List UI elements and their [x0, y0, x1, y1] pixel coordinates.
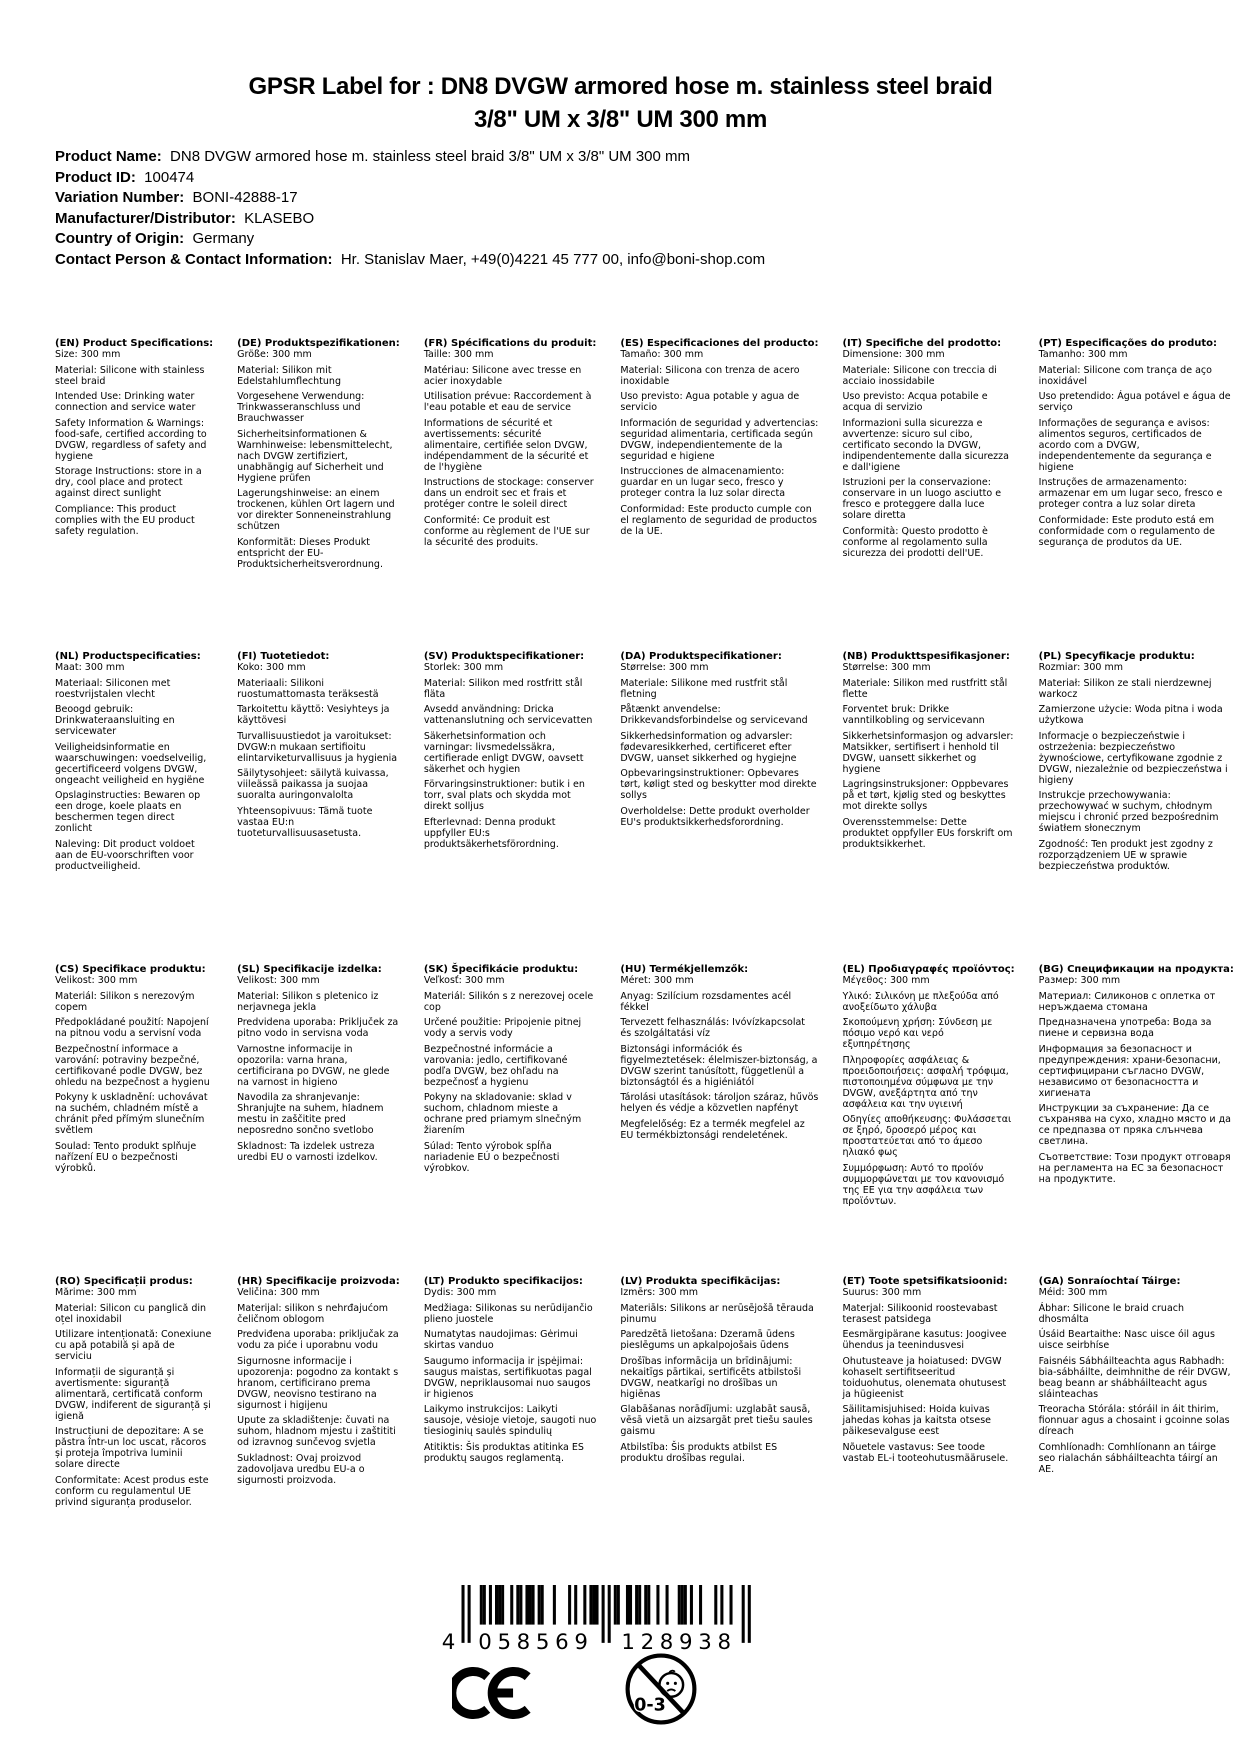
- lang-paragraph: Materijal: silikon s nehrđajućom čeličnom oblogom: [237, 1302, 389, 1325]
- age-warning-0-3-icon: [624, 1652, 698, 1726]
- lang-paragraph: Saugumo informacija ir įspėjimai: saugus maistas, sertifikuotas pagal DVGW, nepriklausomai nuo saugos ir higienos: [423, 1355, 592, 1400]
- lang-paragraph: Πληροφορίες ασφάλειας & προειδοποιήσεις: ασφαλή τρόφιμα, πιστοποιημένα σύμφωνα με την DVGW, ανεξάρτητα από την ασφάλεια και την υγιεινή: [842, 1054, 1009, 1110]
- lang-heading: (SK) Špecifikácie produktu:: [424, 964, 597, 975]
- lang-cell-nl: [55, 651, 223, 964]
- lang-heading: (NB) Produkttspesifikasjoner:: [842, 651, 1014, 662]
- lang-paragraph: Efterlevnad: Denna produkt uppfyller EU:s produktsäkerhetsförordning.: [423, 816, 559, 850]
- lang-paragraph: Overholdelse: Dette produkt overholder EU's produktsikkerhedsforordning.: [620, 805, 810, 828]
- lang-paragraph: Anyag: Szilícium rozsdamentes acél fékkel: [620, 990, 792, 1013]
- lang-size-line: Veličina: 300 mm: [237, 1287, 320, 1298]
- lang-paragraph: Skladnost: Ta izdelek ustreza uredbi EU o varnosti izdelkov.: [237, 1140, 378, 1163]
- lang-heading: (FI) Tuotetiedot:: [237, 651, 400, 662]
- product-info-label: Contact Person & Contact Information:: [55, 250, 333, 268]
- lang-paragraph: Medžiaga: Silikonas su nerūdijančio plieno juostele: [423, 1302, 593, 1325]
- product-info-line: [55, 147, 1211, 168]
- lang-paragraph: Conformidad: Este producto cumple con el reglamento de seguridad de productos de la UE.: [620, 503, 817, 537]
- lang-paragraph: Laikymo instrukcijos: Laikyti sausoje, vėsioje vietoje, saugoti nuo tiesioginių saulės spindulių: [423, 1404, 597, 1437]
- lang-paragraph: Megfelelőség: Ez a termék megfelel az EU termékbiztonsági rendeletének.: [620, 1118, 805, 1141]
- lang-cell-ga: [1039, 1276, 1241, 1508]
- lang-size-line: Méret: 300 mm: [620, 975, 694, 986]
- lang-paragraph: Bezpečnostné informácie a varovania: jedlo, certifikované podľa DVGW, bez ohľadu na bezpečnosť a hygienu: [423, 1043, 568, 1088]
- lang-heading: (BG) Спецификации на продукта:: [1038, 964, 1234, 975]
- product-info-value: BONI-42888-17: [184, 189, 298, 207]
- lang-cell-sv: [424, 651, 607, 964]
- lang-paragraph: Информация за безопасност и предупреждения: храни-безопасни, сертифицирани съгласно DVGW, независимо от безопасността и хигиената: [1038, 1043, 1221, 1099]
- lang-paragraph: Material: Silikon s pletenico iz nerjavnega jekla: [237, 990, 379, 1013]
- lang-paragraph: Materiale: Silikone med rustfrit stål fletning: [620, 677, 788, 700]
- lang-size-line: Rozmiar: 300 mm: [1038, 662, 1123, 673]
- lang-paragraph: Υλικό: Σιλικόνη με πλεξούδα από ανοξείδωτο χάλυβα: [842, 990, 999, 1013]
- lang-paragraph: Tárolási utasítások: tároljon száraz, hűvös helyen és védje a közvetlen napfényt: [620, 1092, 819, 1114]
- lang-cell-pl: [1039, 651, 1241, 964]
- lang-heading: (DA) Produktspecifikationer:: [620, 651, 818, 662]
- lang-paragraph: Beoogd gebruik: Drinkwateraansluiting en servicewater: [55, 704, 175, 737]
- lang-paragraph: Overensstemmelse: Dette produktet oppfyller EUs forskrift om produktsikkerhet.: [842, 816, 1013, 850]
- lang-size-line: Méid: 300 mm: [1038, 1287, 1108, 1298]
- lang-paragraph: Σκοπούμενη χρήση: Σύνδεση με πόσιμο νερό και νερό εξυπηρέτησης: [842, 1017, 993, 1050]
- ce-mark: [452, 1662, 538, 1724]
- lang-paragraph: Atitiktis: Šis produktas atitinka ES produktų saugos reglamentą.: [423, 1441, 584, 1464]
- lang-heading: (NL) Productspecificaties:: [55, 651, 213, 662]
- lang-paragraph: Forventet bruk: Drikke vanntilkobling og servicevann: [842, 704, 985, 726]
- page-title: [0, 70, 1241, 136]
- lang-paragraph: Avsedd användning: Dricka vattenanslutning och servicevatten: [423, 704, 593, 726]
- age-warning-label: 0-3: [634, 1695, 666, 1716]
- lang-cell-hr: [237, 1276, 410, 1508]
- lang-paragraph: Lagringsinstruksjoner: Oppbevares på et tørt, kjølig sted og beskyttes mot direkte sollys: [842, 779, 1009, 812]
- lang-paragraph: Informações de segurança e avisos: alimentos seguros, certificados de acordo com a DVGW, independentemente da segurança e higiene: [1038, 417, 1212, 473]
- lang-paragraph: Materiale: Silicone con treccia di acciaio inossidabile: [842, 364, 997, 387]
- lang-paragraph: Navodila za shranjevanje: Shranjujte na suhem, hladnem mestu in zaščitite pred neposredno sončno svetlobo: [237, 1092, 384, 1136]
- lang-size-line: Dimensione: 300 mm: [842, 349, 945, 360]
- title-line-1: GPSR Label for : DN8 DVGW armored hose m. stainless steel braid: [248, 73, 993, 100]
- lang-cell-da: [620, 651, 828, 964]
- product-info-line: [55, 250, 1211, 271]
- product-info-value: KLASEBO: [235, 209, 315, 227]
- lang-heading: (EL) Προδιαγραφές προϊόντος:: [842, 964, 1015, 975]
- lang-paragraph: Pokyny k uskladnění: uchovávat na suchém, chladném místě a chránit před přímým slunečním světlem: [55, 1092, 208, 1136]
- lang-paragraph: Predviđena uporaba: priključak za vodu za piće i uporabnu vodu: [237, 1329, 399, 1351]
- lang-heading: (LT) Produkto specifikacijos:: [424, 1276, 597, 1287]
- product-info-value: Hr. Stanislav Maer, +49(0)4221 45 777 00, info@boni-shop.com: [332, 250, 766, 268]
- lang-paragraph: Bezpečnostní informace a varování: potraviny bezpečné, certifikované podle DVGW, bez ohledu na bezpečnost a hygienu: [55, 1043, 210, 1088]
- lang-paragraph: Materiaali: Silikoni ruostumattomasta teräksestä: [237, 677, 379, 700]
- lang-cell-es: [620, 338, 828, 651]
- lang-cell-fr: [424, 338, 607, 651]
- lang-paragraph: Drošības informācija un brīdinājumi: nekaitīgs pārtikai, sertificēts atbilstoši DVGW, neatkarīgi no drošības un higiēnas: [620, 1355, 802, 1400]
- lang-cell-bg: [1039, 964, 1241, 1276]
- lang-paragraph: Glabāšanas norādījumi: uzglabāt sausā, vēsā vietā un aizsargāt pret tiešu saules gaismu: [620, 1404, 813, 1437]
- lang-paragraph: Tarkoitettu käyttö: Vesiyhteys ja käyttövesi: [237, 704, 390, 726]
- product-info-value: 100474: [135, 168, 195, 186]
- lang-paragraph: Safety Information & Warnings: food-safe, certified according to DVGW, regardless of safety and hygiene: [55, 417, 207, 462]
- ean13-barcode: [440, 1585, 751, 1652]
- title-line-2: 3/8" UM x 3/8" UM 300 mm: [473, 106, 767, 133]
- lang-size-line: Größe: 300 mm: [237, 349, 312, 360]
- lang-paragraph: Συμμόρφωση: Αυτό το προϊόν συμμορφώνεται με τον κανονισμό της ΕΕ για την ασφάλεια των προϊόντων.: [842, 1162, 1005, 1207]
- lang-paragraph: Instrukcje przechowywania: przechowywać w suchym, chłodnym miejscu i chronić przed bezpośrednim światłem słonecznym: [1038, 790, 1219, 834]
- lang-size-line: Tamanho: 300 mm: [1038, 349, 1128, 360]
- lang-paragraph: Material: Silicona con trenza de acero inoxidable: [620, 364, 800, 387]
- lang-paragraph: Lagerungshinweise: an einem trockenen, kühlen Ort lagern und vor direkter Sonneneinstrahlung schützen: [237, 488, 395, 532]
- lang-paragraph: Materiale: Silikon med rustfritt stål flette: [842, 677, 1008, 700]
- language-specifications-grid: [55, 338, 1234, 1508]
- lang-size-line: Koko: 300 mm: [237, 662, 306, 673]
- lang-paragraph: Säilitamisjuhised: Hoida kuivas jahedas kohas ja kaitsta otsese päikesevalguse eest: [842, 1404, 992, 1437]
- lang-size-line: Storlek: 300 mm: [423, 662, 504, 673]
- lang-heading: (ES) Especificaciones del producto:: [620, 338, 819, 349]
- lang-paragraph: Zamierzone użycie: Woda pitna i woda użytkowa: [1038, 704, 1223, 726]
- lang-paragraph: Pokyny na skladovanie: sklad v suchom, chladnom mieste a ochrane pred priamym slnečným žiarením: [423, 1092, 582, 1136]
- lang-paragraph: Material: Silicon cu panglică din oțel inoxidabil: [55, 1302, 207, 1325]
- lang-paragraph: Materiał: Silikon ze stali nierdzewnej warkocz: [1038, 677, 1212, 700]
- lang-paragraph: Turvallisuustiedot ja varoitukset: DVGW:n mukaan sertifioitu elintarviketurvallisuus ja hygienia: [237, 730, 398, 764]
- lang-size-line: Veľkosť: 300 mm: [423, 975, 505, 986]
- lang-heading: (LV) Produkta specifikācijas:: [620, 1276, 818, 1287]
- lang-paragraph: Materjal: Silikoonid roostevabast terasest patsidega: [842, 1302, 998, 1325]
- lang-size-line: Suurus: 300 mm: [842, 1287, 922, 1298]
- lang-paragraph: Upute za skladištenje: čuvati na suhom, hladnom mjestu i zaštititi od izravnog sunčevog svjetla: [237, 1415, 396, 1448]
- lang-cell-de: [237, 338, 410, 651]
- lang-size-line: Størrelse: 300 mm: [842, 662, 931, 673]
- lang-paragraph: Sicherheitsinformationen & Warnhinweise: lebensmittelecht, nach DVGW zertifiziert, unabhängig auf Sicherheit und Hygiene prüfen: [237, 428, 393, 484]
- lang-cell-et: [842, 1276, 1024, 1508]
- lang-paragraph: Soulad: Tento produkt splňuje nařízení EU o bezpečnosti výrobků.: [55, 1140, 197, 1174]
- lang-paragraph: Sigurnosne informacije i upozorenja: pogodno za kontakt s hranom, certificirano prema DVGW, neovisno testirano na sigurnost i higijenu: [237, 1355, 399, 1411]
- lang-size-line: Velikost: 300 mm: [237, 975, 320, 986]
- lang-heading: (SL) Specifikacije izdelka:: [237, 964, 400, 975]
- lang-paragraph: Инструкции за съхранение: Да се съхранява на сухо, хладно място и да се предпазва от пряка слънчева светлина.: [1038, 1103, 1231, 1147]
- lang-paragraph: Sukladnost: Ovaj proizvod zadovoljava uredbu EU-a o sigurnosti proizvoda.: [237, 1452, 365, 1486]
- lang-paragraph: Uso previsto: Agua potable y agua de servicio: [620, 391, 800, 413]
- lang-paragraph: Vorgesehene Verwendung: Trinkwasseranschluss und Brauchwasser: [237, 391, 365, 424]
- lang-paragraph: Conformidade: Este produto está em conformidade com o regulamento de segurança de produtos da UE.: [1038, 514, 1215, 548]
- lang-heading: (DE) Produktspezifikationen:: [237, 338, 400, 349]
- lang-cell-el: [842, 964, 1024, 1276]
- lang-paragraph: Utilizare intenționată: Conexiune cu apă potabilă și apă de serviciu: [55, 1329, 212, 1362]
- lang-heading: (RO) Specificații produs:: [55, 1276, 213, 1287]
- lang-paragraph: Eesmärgipärane kasutus: Joogivee ühendus ja teenindusvesi: [842, 1329, 1007, 1351]
- lang-size-line: Størrelse: 300 mm: [620, 662, 709, 673]
- lang-heading: (GA) Sonraíochtaí Táirge:: [1039, 1276, 1234, 1287]
- lang-cell-cs: [55, 964, 223, 1276]
- lang-paragraph: Información de seguridad y advertencias: seguridad alimentaria, certificada según DVGW, independientemente de la seguridad e higiene: [620, 417, 819, 462]
- lang-cell-nb: [842, 651, 1024, 964]
- lang-size-line: Velikost: 300 mm: [55, 975, 138, 986]
- lang-heading: (IT) Specifiche del prodotto:: [842, 338, 1014, 349]
- lang-paragraph: Sikkerhedsinformation og advarsler: fødevaresikkerhed, certificeret efter DVGW, uanset sikkerhed og hygiejne: [620, 730, 797, 764]
- lang-paragraph: Predvidena uporaba: Priključek za pitno vodo in servisna voda: [237, 1017, 399, 1039]
- lang-paragraph: Οδηγίες αποθήκευσης: Φυλάσσεται σε ξηρό, δροσερό μέρος και προστατεύεται από το άμεσο ηλιακό φως: [842, 1114, 1012, 1158]
- lang-paragraph: Material: Silikon mit Edelstahlumflechtung: [237, 364, 341, 387]
- barcode-right-digits: 128938: [621, 1629, 732, 1652]
- lang-cell-sl: [237, 964, 410, 1276]
- lang-heading: (CS) Specifikace produktu:: [55, 964, 213, 975]
- lang-paragraph: Naleving: Dit product voldoet aan de EU-voorschriften voor productveiligheid.: [55, 838, 195, 872]
- product-info-label: Product Name:: [55, 148, 162, 165]
- lang-paragraph: Materiál: Silikon s nerezovým copem: [55, 990, 195, 1013]
- product-info-label: Manufacturer/Distributor:: [55, 209, 236, 227]
- lang-paragraph: Opbevaringsinstruktioner: Opbevares tørt, køligt sted og beskytter mod direkte sollys: [620, 768, 817, 801]
- lang-heading: (HU) Termékjellemzők:: [620, 964, 818, 975]
- product-info-line: [55, 209, 1211, 230]
- lang-paragraph: Material: Silikon med rostfritt stål fläta: [423, 677, 583, 700]
- lang-size-line: Μέγεθος: 300 mm: [842, 975, 930, 986]
- lang-paragraph: Zgodność: Ten produkt jest zgodny z rozporządzeniem UE w sprawie bezpieczeństwa produktów.: [1038, 838, 1213, 872]
- lang-paragraph: Konformität: Dieses Produkt entspricht der EU-Produktsicherheitsverordnung.: [237, 536, 383, 570]
- lang-paragraph: Съответствие: Този продукт отговаря на регламента на ЕС за безопасност на продуктите.: [1038, 1151, 1231, 1185]
- lang-heading: (PL) Specyfikacje produktu:: [1039, 651, 1234, 662]
- lang-cell-sk: [424, 964, 607, 1276]
- lang-paragraph: Conformitate: Acest produs este conform cu regulamentul UE privind siguranța produselor.: [55, 1474, 209, 1508]
- lang-paragraph: Uso pretendido: Água potável e água de serviço: [1038, 391, 1231, 413]
- lang-paragraph: Numatytas naudojimas: Gėrimui skirtas vanduo: [423, 1329, 578, 1351]
- lang-size-line: Taille: 300 mm: [423, 349, 494, 360]
- lang-paragraph: Instructions de stockage: conserver dans un endroit sec et frais et protéger contre le soleil direct: [423, 477, 594, 510]
- lang-paragraph: Ohutusteave ja hoiatused: DVGW kohaselt sertifitseeritud toiduohutus, olenemata ohutusest ja hügieenist: [842, 1355, 1007, 1400]
- lang-paragraph: Treoracha Stórála: stóráil in áit thirim, fionnuar agus a chosaint i gcoinne solas díreach: [1038, 1404, 1230, 1437]
- lang-cell-it: [842, 338, 1024, 651]
- lang-paragraph: Tervezett felhasználás: Ivóvízkapcsolat és szolgáltatási víz: [620, 1017, 806, 1039]
- product-info-value: Germany: [184, 230, 255, 248]
- lang-heading: (SV) Produktspecifikationer:: [424, 651, 597, 662]
- lang-paragraph: Conformità: Questo prodotto è conforme al regolamento sulla sicurezza dei prodotti dell'UE.: [842, 525, 988, 559]
- lang-paragraph: Материал: Силиконов с оплетка от неръждаема стомана: [1038, 990, 1216, 1013]
- lang-heading: (EN) Product Specifications:: [55, 338, 214, 349]
- lang-paragraph: Yhteensopivuus: Tämä tuote vastaa EU:n tuoteturvallisuusasetusta.: [237, 805, 373, 839]
- lang-cell-ro: [55, 1276, 223, 1508]
- lang-paragraph: Materiāls: Silikons ar nerūsējošā tērauda pinumu: [620, 1302, 814, 1325]
- lang-paragraph: Påtænkt anvendelse: Drikkevandsforbindelse og servicevand: [620, 704, 808, 726]
- lang-cell-lt: [424, 1276, 607, 1508]
- lang-heading: (PT) Especificações do produto:: [1039, 338, 1234, 349]
- product-info-value: DN8 DVGW armored hose m. stainless steel braid 3/8" UM x 3/8" UM 300 mm: [161, 148, 691, 165]
- lang-paragraph: Súlad: Tento výrobok spĺňa nariadenie EÚ o bezpečnosti výrobkov.: [423, 1140, 560, 1174]
- lang-paragraph: Säkerhetsinformation och varningar: livsmedelssäkra, certifierade enligt DVGW, oavsett säkerhet och hygien: [423, 730, 584, 775]
- lang-size-line: Izmērs: 300 mm: [620, 1287, 699, 1298]
- product-info-line: [55, 229, 1211, 250]
- lang-paragraph: Comhlíonadh: Comhlíonann an táirge seo rialachán sábháilteachta táirgí an AE.: [1038, 1441, 1218, 1475]
- lang-paragraph: Instruções de armazenamento: armazenar em um lugar seco, fresco e proteger contra a luz solar direta: [1038, 477, 1223, 510]
- lang-paragraph: Säilytysohjeet: säilytä kuivassa, viileässä paikassa ja suojaa suoralta auringonvalolta: [237, 768, 389, 801]
- product-info-block: [55, 147, 1211, 271]
- lang-paragraph: Určené použitie: Pripojenie pitnej vody a servis vody: [423, 1017, 582, 1039]
- lang-heading: (HR) Specifikacije proizvoda:: [237, 1276, 400, 1287]
- lang-paragraph: Varnostne informacije in opozorila: varna hrana, certificirana po DVGW, ne glede na varnost in higieno: [237, 1043, 390, 1088]
- product-info-label: Variation Number:: [55, 189, 185, 207]
- lang-paragraph: Atbilstība: Šis produkts atbilst ES produktu drošības regulai.: [620, 1441, 778, 1464]
- product-info-line: [55, 188, 1211, 209]
- lang-size-line: Mărime: 300 mm: [55, 1287, 137, 1298]
- lang-paragraph: Compliance: This product complies with the EU product safety regulation.: [55, 503, 195, 537]
- product-info-label: Product ID:: [55, 168, 136, 186]
- lang-paragraph: Materiaal: Siliconen met roestvrijstalen vlecht: [55, 677, 171, 700]
- lang-paragraph: Paredzētā lietošana: Dzeramā ūdens pieslēgums un apkalpojošais ūdens: [620, 1329, 795, 1351]
- lang-cell-hu: [620, 964, 828, 1276]
- lang-paragraph: Informations de sécurité et avertissements: sécurité alimentaire, certifiée selon DVGW, indépendamment de la sécurité et de l'hygiène: [423, 417, 589, 473]
- lang-paragraph: Informații de siguranță și avertismente: siguranță alimentară, certificată conform DVGW, indiferent de siguranță și igienă: [55, 1366, 211, 1422]
- lang-paragraph: Veiligheidsinformatie en waarschuwingen: voedselveilig, gecertificeerd volgens DVGW, ongeacht veiligheid en hygiëne: [55, 741, 207, 786]
- lang-cell-en: [55, 338, 223, 651]
- lang-cell-lv: [620, 1276, 828, 1508]
- lang-size-line: Tamaño: 300 mm: [620, 349, 704, 360]
- lang-paragraph: Sikkerhetsinformasjon og advarsler: Matsikker, sertifisert i henhold til DVGW, uansett sikkerhet og hygiene: [842, 730, 1014, 775]
- lang-paragraph: Předpokládané použití: Napojení na pitnou vodu a servisní voda: [55, 1017, 209, 1039]
- lang-paragraph: Matériau: Silicone avec tresse en acier inoxydable: [423, 364, 582, 387]
- lang-size-line: Размер: 300 mm: [1038, 975, 1121, 986]
- lang-paragraph: Ábhar: Silicone le braid cruach dhosmálta: [1038, 1302, 1185, 1325]
- lang-paragraph: Intended Use: Drinking water connection and service water: [55, 391, 196, 413]
- lang-paragraph: Informacje o bezpieczeństwie i ostrzeżenia: bezpieczeństwo żywnościowe, certyfikowane zgodnie z DVGW, niezależnie od bezpieczeństwa i higieny: [1038, 730, 1228, 786]
- lang-paragraph: Conformité: Ce produit est conforme au règlement de l'UE sur la sécurité des produits.: [423, 514, 590, 548]
- lang-paragraph: Úsáid Beartaithe: Nasc uisce óil agus uisce seirbhíse: [1038, 1329, 1215, 1351]
- lang-heading: (FR) Spécifications du produit:: [423, 338, 597, 349]
- lang-paragraph: Uso previsto: Acqua potabile e acqua di servizio: [842, 391, 988, 413]
- lang-paragraph: Material: Silicone with stainless steel braid: [55, 364, 205, 387]
- product-info-label: Country of Origin:: [55, 230, 185, 248]
- lang-paragraph: Förvaringsinstruktioner: butik i en torr, sval plats och skydda mot direkt solljus: [423, 779, 585, 812]
- lang-paragraph: Instrucțiuni de depozitare: A se păstra într-un loc uscat, răcoros și proteja împotriva luminii solare directe: [55, 1426, 207, 1470]
- lang-paragraph: Storage Instructions: store in a dry, cool place and protect against direct sunlight: [55, 466, 202, 499]
- lang-paragraph: Предназначена употреба: Вода за пиене и сервизна вода: [1038, 1017, 1212, 1039]
- lang-paragraph: Instrucciones de almacenamiento: guardar en un lugar seco, fresco y proteger contra la luz solar directa: [620, 466, 786, 499]
- lang-paragraph: Opslaginstructies: Bewaren op een droge, koele plaats en beschermen tegen direct zonlicht: [55, 790, 201, 834]
- lang-paragraph: Utilisation prévue: Raccordement à l'eau potable et eau de service: [423, 391, 592, 413]
- lang-paragraph: Nõuetele vastavus: See toode vastab EL-i tooteohutusmäärusele.: [842, 1441, 1009, 1464]
- lang-size-line: Size: 300 mm: [55, 349, 121, 360]
- lang-cell-pt: [1039, 338, 1241, 651]
- lang-heading: (ET) Toote spetsifikatsioonid:: [842, 1276, 1014, 1287]
- barcode-block: [440, 1585, 751, 1656]
- lang-paragraph: Materiál: Silikón s z nerezovej ocele cop: [423, 990, 594, 1013]
- lang-size-line: Dydis: 300 mm: [423, 1287, 497, 1298]
- product-info-line: [55, 168, 1211, 189]
- lang-paragraph: Biztonsági információk és figyelmeztetések: élelmiszer-biztonság, a DVGW szerint tanúsított, függetlenül a biztonságtól és a higiéniától: [620, 1043, 818, 1088]
- lang-size-line: Maat: 300 mm: [55, 662, 125, 673]
- lang-paragraph: Faisnéis Sábháilteachta agus Rabhadh: bia-sábháilte, deimhnithe de réir DVGW, beag beann ar shábháilteacht agus sláinteachas: [1038, 1355, 1231, 1400]
- barcode-first-digit: 4: [441, 1629, 456, 1652]
- lang-paragraph: Informazioni sulla sicurezza e avvertenze: sicuro sul cibo, certificato secondo la DVGW, indipendentemente dalla sicurezza e dall'igiene: [842, 417, 1009, 473]
- lang-paragraph: Material: Silicone com trança de aço inoxidável: [1038, 364, 1212, 387]
- lang-cell-fi: [237, 651, 410, 964]
- lang-paragraph: Istruzioni per la conservazione: conservare in un luogo asciutto e fresco e proteggere dalla luce solare diretta: [842, 477, 1002, 521]
- barcode-left-digits: 058569: [478, 1629, 588, 1652]
